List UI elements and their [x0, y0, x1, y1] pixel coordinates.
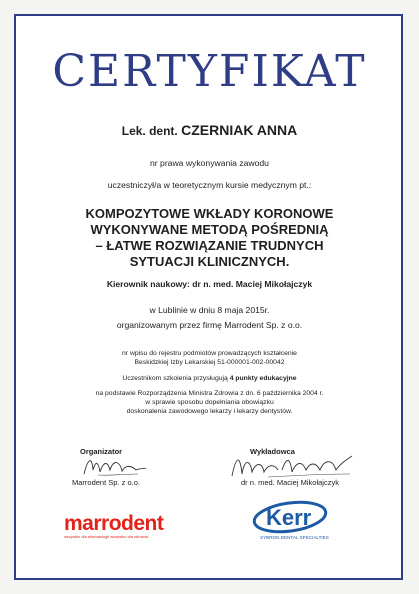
- legal-line: doskonalenia zawodowego lekarzy i lekarzy dentystów.: [126, 408, 293, 415]
- recipient-name: CZERNIAK ANNA: [181, 122, 298, 138]
- place-date: w Lublinie w dniu 8 maja 2015r.: [149, 305, 270, 315]
- marrodent-logo: [64, 512, 163, 539]
- course-title: [0, 206, 419, 270]
- organizer-name: Marrodent Sp. z o.o.: [72, 478, 140, 487]
- course-title-line: – ŁATWE ROZWIĄZANIE TRUDNYCH: [95, 238, 324, 253]
- participation-line: uczestniczył/a w teoretycznym kursie medycznym pt.:: [107, 180, 312, 190]
- points-value: 4 punkty edukacyjne: [229, 375, 297, 382]
- course-title-line: WYKONYWANE METODĄ POŚREDNIĄ: [90, 222, 329, 237]
- organized-by: organizowanym przez firmę Marrodent Sp. z o.o.: [116, 320, 303, 330]
- kerr-tagline: SYBRON DENTAL SPECIALTIES: [260, 535, 329, 540]
- marrodent-tagline: wszystko dla stomatologii wszystko dla zdrowia: [64, 534, 148, 539]
- certificate-frame: [14, 14, 403, 580]
- legal-line: na podstawie Rozporządzenia Ministra Zdrowia z dn. 6 października 2004 r.: [95, 390, 324, 397]
- kerr-logo: [250, 499, 370, 541]
- organizer-label: Organizator: [80, 447, 123, 456]
- legal-line: w sprawie sposobu dopełniania obowiązku: [145, 399, 274, 406]
- license-number-line: nr prawa wykonywania zawodu: [150, 158, 269, 168]
- lecturer-name: dr n. med. Maciej Mikołajczyk: [241, 478, 339, 487]
- legal-basis: [0, 389, 419, 416]
- recipient-line: [0, 122, 419, 138]
- recipient-prefix: Lek. dent.: [121, 124, 178, 138]
- scientific-head: Kierownik naukowy: dr n. med. Maciej Mikołajczyk: [106, 279, 313, 289]
- points-line: [0, 374, 419, 383]
- points-prefix: Uczestnikom szkolenia przysługują: [122, 375, 228, 382]
- registry-line: nr wpisu do rejestru podmiotów prowadzących kształcenie: [122, 350, 297, 357]
- course-title-line: KOMPOZYTOWE WKŁADY KORONOWE: [85, 206, 334, 221]
- lecturer-label: Wykładowca: [250, 447, 295, 456]
- registry-line: Beskidzkiej Izby Lekarskiej 51-000001-002-00042: [134, 359, 285, 366]
- marrodent-wordmark: marrodent: [64, 512, 164, 535]
- course-title-line: SYTUACJI KLINICZNYCH.: [129, 254, 290, 269]
- registry-info: [0, 349, 419, 367]
- kerr-wordmark: Kerr: [266, 505, 312, 530]
- certificate-title: CERTYFIKAT: [52, 46, 367, 97]
